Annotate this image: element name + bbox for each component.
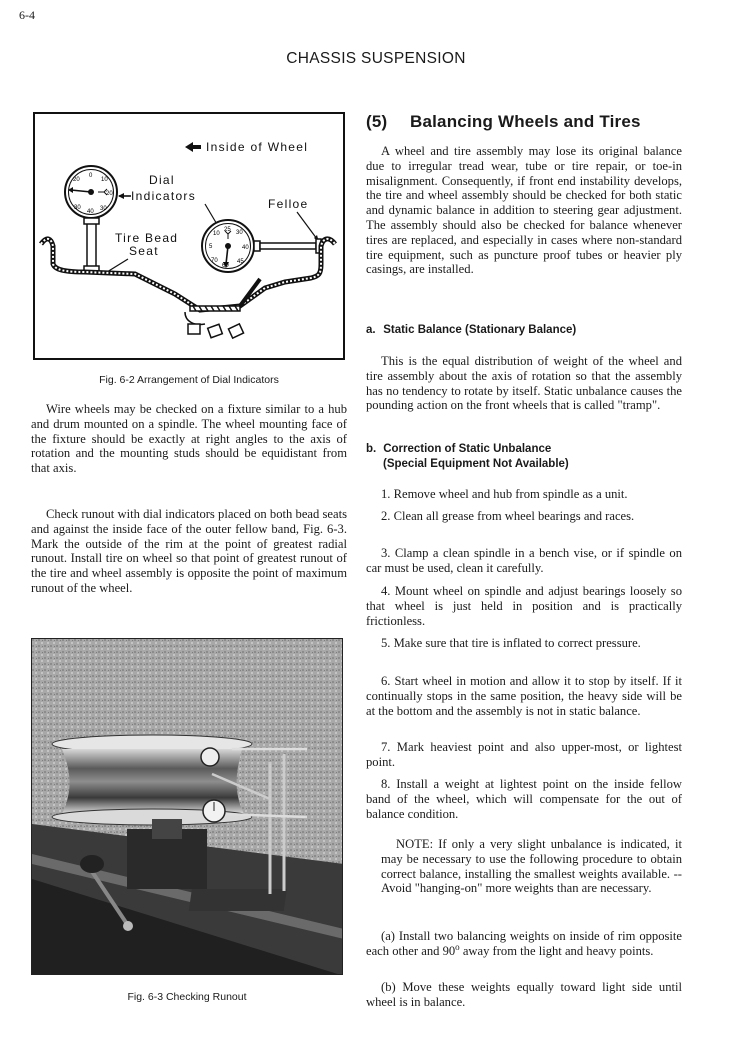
- step-3: 3. Clamp a clean spindle in a bench vise, or if spindle on car must be used, clean it carefully.: [366, 546, 682, 575]
- paragraph-wire-wheels: Wire wheels may be checked on a fixture similar to a hub and drum mounted on a spindle. The wheel mounting face of the fixture should be exactly at right angles to the axis of rotation and the mounting studs should be equidistant from that axis.: [31, 402, 347, 476]
- substep-a-text-pre: (a) Install two balancing weights on inside of rim opposite each other and 90: [366, 929, 682, 958]
- substep-a-text-post: away from the light and heavy points.: [459, 943, 654, 958]
- svg-text:30: 30: [236, 230, 243, 236]
- subheading-static-balance: [366, 323, 682, 338]
- svg-text:25: 25: [224, 227, 231, 233]
- svg-text:30: 30: [74, 205, 81, 211]
- right-dial-indicator-icon: [202, 220, 321, 272]
- step-7: 7. Mark heaviest point and also upper-most, or lightest point.: [366, 740, 682, 769]
- step-8: 8. Install a weight at lightest point on the inside fellow band of the wheel, which will compensate for the out of balance condition.: [366, 777, 682, 821]
- left-dial-indicator-icon: [65, 166, 117, 271]
- label-tire-bead: Tire Bead: [115, 231, 179, 245]
- wheel-on-vise-photo-icon: [32, 639, 343, 975]
- svg-text:30: 30: [100, 206, 107, 212]
- page-number: 6-4: [19, 8, 35, 22]
- note-slight-unbalance: NOTE: If only a very slight unbalance is indicated, it may be necessary to use the following procedure to obtain correct balance, installing the smallest weights available. -- Avoid "hanging-on" more weights than are necessary.: [381, 837, 682, 896]
- subheading-label: b.: [366, 443, 377, 455]
- figure-checking-runout-photo: [31, 638, 343, 975]
- step-6: 6. Start wheel in motion and allow it to stop by itself. If it continually stops in the same position, the heavy side will be at the bottom and the assembly is not in static balance.: [366, 674, 682, 718]
- paragraph-intro: A wheel and tire assembly may lose its original balance due to irregular tread wear, tube or tire repair, or toe-in misalignment. Consequently, if front end instability develops, the tire and wheel assembly should be checked for both static and dynamic balance in addition to steering gear adjustment. The assembly should also be checked for balance whenever tires are replaced, and especially in cases where non-standard tire equipment, such as puncture proof tubes or heavier ply casings, are installed.: [366, 144, 682, 277]
- svg-text:5: 5: [209, 244, 213, 250]
- label-inside-of-wheel: Inside of Wheel: [206, 140, 309, 154]
- subheading-title-line1: Correction of Static Unbalance: [383, 443, 552, 455]
- label-felloe: Felloe: [268, 197, 309, 211]
- figure-caption-6-3: Fig. 6-3 Checking Runout: [127, 991, 247, 1003]
- svg-text:10: 10: [101, 177, 108, 183]
- svg-text:0: 0: [89, 173, 93, 179]
- substep-b: (b) Move these weights equally toward light side until wheel is in balance.: [366, 980, 682, 1009]
- subheading-correction-static-unbalance: [366, 442, 682, 472]
- section-heading: [366, 112, 641, 132]
- svg-text:10: 10: [213, 231, 220, 237]
- section-title: Balancing Wheels and Tires: [410, 112, 641, 131]
- svg-text:40: 40: [87, 209, 94, 215]
- left-arrow-icon: [185, 142, 201, 152]
- step-1: 1. Remove wheel and hub from spindle as a unit.: [381, 487, 628, 501]
- svg-text:45: 45: [237, 259, 244, 265]
- label-dial: Dial: [149, 173, 175, 187]
- step-2: 2. Clean all grease from wheel bearings and races.: [381, 509, 635, 523]
- svg-text:70: 70: [211, 258, 218, 264]
- label-seat: Seat: [129, 244, 159, 258]
- subheading-title-line2: (Special Equipment Not Available): [383, 458, 569, 470]
- svg-text:60: 60: [222, 263, 229, 269]
- svg-text:40: 40: [242, 245, 249, 251]
- subheading-title: Static Balance (Stationary Balance): [383, 324, 577, 336]
- wheel-rim-profile-icon: [41, 239, 335, 338]
- step-4: 4. Mount wheel on spindle and adjust bearings loosely so that wheel is just held in position and is practically frictionless.: [366, 584, 682, 628]
- running-head: CHASSIS SUSPENSION: [286, 50, 466, 67]
- paragraph-check-runout: Check runout with dial indicators placed on both bead seats and against the inside face of the outer fellow band, Fig. 6-3. Mark the outside of the rim at the point of greatest radial runout. Install tire on wheel so that point of greatest runout of the tire and wheel assembly is opposite the point of maximum runout of the wheel.: [31, 507, 347, 595]
- dial-indicator-illustration: [35, 114, 347, 362]
- svg-text:20: 20: [106, 191, 113, 197]
- figure-dial-indicators-diagram: [33, 112, 345, 360]
- figure-caption-6-2: Fig. 6-2 Arrangement of Dial Indicators: [99, 374, 279, 386]
- svg-text:20: 20: [73, 177, 80, 183]
- subheading-label: a.: [366, 324, 376, 336]
- paragraph-static-balance-definition: This is the equal distribution of weight of the wheel and tire assembly about the axis of rotation so that the assembly has no tendency to rotate by itself. Static unbalance causes the pounding action on the front wheels that is called "tramp".: [366, 354, 682, 413]
- step-5: 5. Make sure that tire is inflated to correct pressure.: [381, 636, 641, 650]
- label-indicators: Indicators: [131, 189, 197, 203]
- substep-a: [366, 929, 682, 959]
- degree-mark: o: [455, 941, 460, 952]
- section-number: (5): [366, 112, 388, 131]
